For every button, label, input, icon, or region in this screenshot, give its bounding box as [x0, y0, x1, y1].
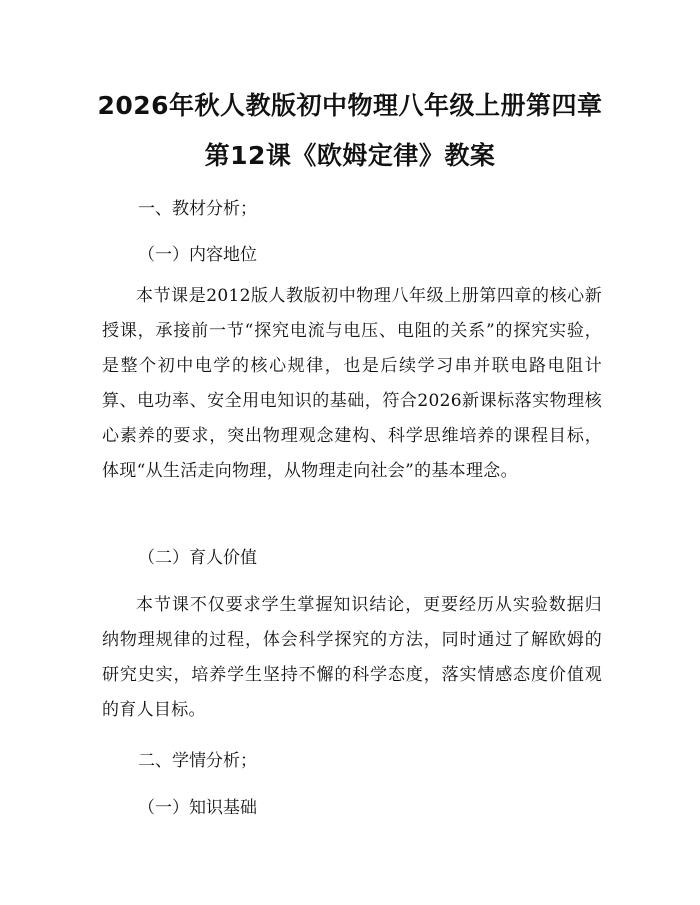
- paragraph-educational-value: 本节课不仅要求学生掌握知识结论，更要经历从实验数据归纳物理规律的过程，体会科学探究的方法，同时通过了解欧姆的研究史实，培养学生坚持不懈的科学态度，落实情感态度价值观的育人目标。: [102, 595, 602, 720]
- subsection-heading-content-position: （一）内容地位: [138, 245, 257, 265]
- paragraph-content-position: 本节课是2012版人教版初中物理八年级上册第四章的核心新授课，承接前一节“探究电流与电压、电阻的关系”的探究实验，是整个初中电学的核心规律，也是后续学习串并联电路电阻计算、电功率、安全用电知识的基础，符合2026新课标落实物理核心素养的要求，突出物理观念建构、科学思维培养的课程目标，体现“从生活走向物理，从物理走向社会”的基本理念。: [102, 286, 602, 481]
- section-heading-student-analysis: 二、学情分析；: [138, 751, 257, 771]
- subsection-heading-educational-value: （二）育人价值: [138, 548, 257, 568]
- section-heading-teaching-material-analysis: 一、教材分析；: [138, 199, 257, 219]
- subsection-heading-knowledge-foundation: （一）知识基础: [138, 798, 257, 818]
- document-title-line-1: 2026年秋人教版初中物理八年级上册第四章: [97, 91, 603, 120]
- document-title-line-2: 第12课《欧姆定律》教案: [204, 141, 496, 170]
